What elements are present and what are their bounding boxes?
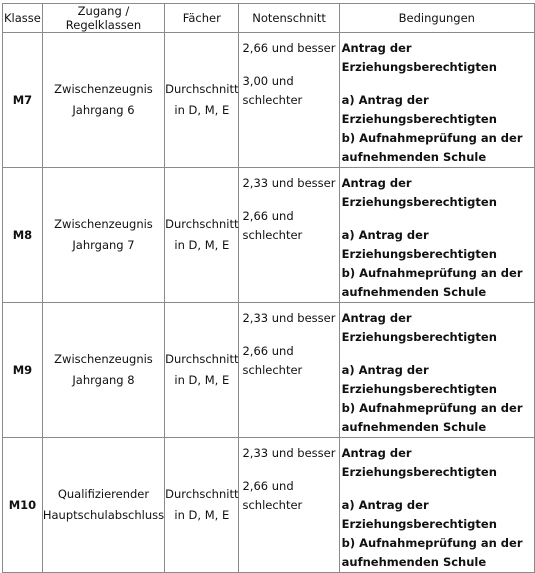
header-notenschnitt: Notenschnitt (239, 4, 339, 33)
header-faecher: Fächer (165, 4, 239, 33)
note-bad-line: schlechter (242, 363, 303, 377)
note-bad-line: 2,66 und (242, 209, 294, 223)
header-zugang: Zugang / Regelklassen (42, 4, 164, 33)
faecher-cell (165, 438, 239, 573)
condition-good: Antrag der Erziehungsberechtigten (341, 446, 497, 479)
zugang-cell (42, 303, 164, 438)
table-row (3, 33, 535, 168)
condition-line: a) Antrag der Erziehungsberechtigten (341, 228, 497, 261)
faecher-line: in D, M, E (174, 103, 230, 117)
condition-line: a) Antrag der Erziehungsberechtigten (341, 93, 497, 126)
zugang-line: Jahrgang 6 (72, 103, 135, 117)
notenschnitt-cell (239, 168, 339, 303)
faecher-line: in D, M, E (174, 373, 230, 387)
zugang-cell (42, 168, 164, 303)
faecher-line: Durchschnitt (165, 217, 239, 231)
faecher-line: in D, M, E (174, 508, 230, 522)
faecher-cell (165, 168, 239, 303)
note-bad-line: schlechter (242, 228, 303, 242)
notenschnitt-cell (239, 33, 339, 168)
condition-line: b) Aufnahmeprüfung an der (341, 536, 523, 550)
zugang-line: Zwischenzeugnis (54, 217, 153, 231)
note-bad-line: 2,66 und (242, 344, 294, 358)
zugang-line: Hauptschulabschluss (42, 508, 165, 522)
header-klasse: Klasse (3, 4, 43, 33)
zugang-line: Qualifizierender (57, 487, 150, 501)
note-bad-line: schlechter (242, 498, 303, 512)
condition-good: Antrag der Erziehungsberechtigten (341, 41, 497, 74)
condition-good: Antrag der Erziehungsberechtigten (341, 176, 497, 209)
klasse-cell: M7 (3, 33, 43, 168)
klasse-cell: M9 (3, 303, 43, 438)
notenschnitt-cell (239, 438, 339, 573)
table-row (3, 438, 535, 573)
condition-line: aufnehmenden Schule (341, 555, 487, 569)
faecher-line: Durchschnitt (165, 487, 239, 501)
klasse-cell: M8 (3, 168, 43, 303)
note-bad-line: schlechter (242, 93, 303, 107)
note-bad-line: 3,00 und (242, 74, 294, 88)
admission-table (2, 3, 535, 573)
zugang-cell (42, 33, 164, 168)
condition-good: Antrag der Erziehungsberechtigten (341, 311, 497, 344)
table-row (3, 303, 535, 438)
condition-line: a) Antrag der Erziehungsberechtigten (341, 363, 497, 396)
klasse-cell: M10 (3, 438, 43, 573)
bedingungen-cell (339, 168, 534, 303)
faecher-cell (165, 33, 239, 168)
zugang-line: Zwischenzeugnis (54, 82, 153, 96)
header-bedingungen: Bedingungen (339, 4, 534, 33)
notenschnitt-cell (239, 303, 339, 438)
condition-line: b) Aufnahmeprüfung an der (341, 401, 523, 415)
bedingungen-cell (339, 438, 534, 573)
bedingungen-cell (339, 33, 534, 168)
note-good: 2,33 und besser (242, 176, 336, 190)
table-row (3, 168, 535, 303)
condition-line: a) Antrag der Erziehungsberechtigten (341, 498, 497, 531)
faecher-cell (165, 303, 239, 438)
zugang-line: Jahrgang 7 (72, 238, 135, 252)
condition-line: b) Aufnahmeprüfung an der (341, 131, 523, 145)
zugang-line: Zwischenzeugnis (54, 352, 153, 366)
condition-line: aufnehmenden Schule (341, 150, 487, 164)
condition-line: aufnehmenden Schule (341, 420, 487, 434)
faecher-line: Durchschnitt (165, 82, 239, 96)
zugang-line: Jahrgang 8 (72, 373, 135, 387)
note-good: 2,66 und besser (242, 41, 336, 55)
condition-line: aufnehmenden Schule (341, 285, 487, 299)
note-good: 2,33 und besser (242, 311, 336, 325)
zugang-cell (42, 438, 164, 573)
faecher-line: in D, M, E (174, 238, 230, 252)
bedingungen-cell (339, 303, 534, 438)
note-bad-line: 2,66 und (242, 479, 294, 493)
faecher-line: Durchschnitt (165, 352, 239, 366)
condition-line: b) Aufnahmeprüfung an der (341, 266, 523, 280)
header-row (3, 4, 535, 33)
note-good: 2,33 und besser (242, 446, 336, 460)
